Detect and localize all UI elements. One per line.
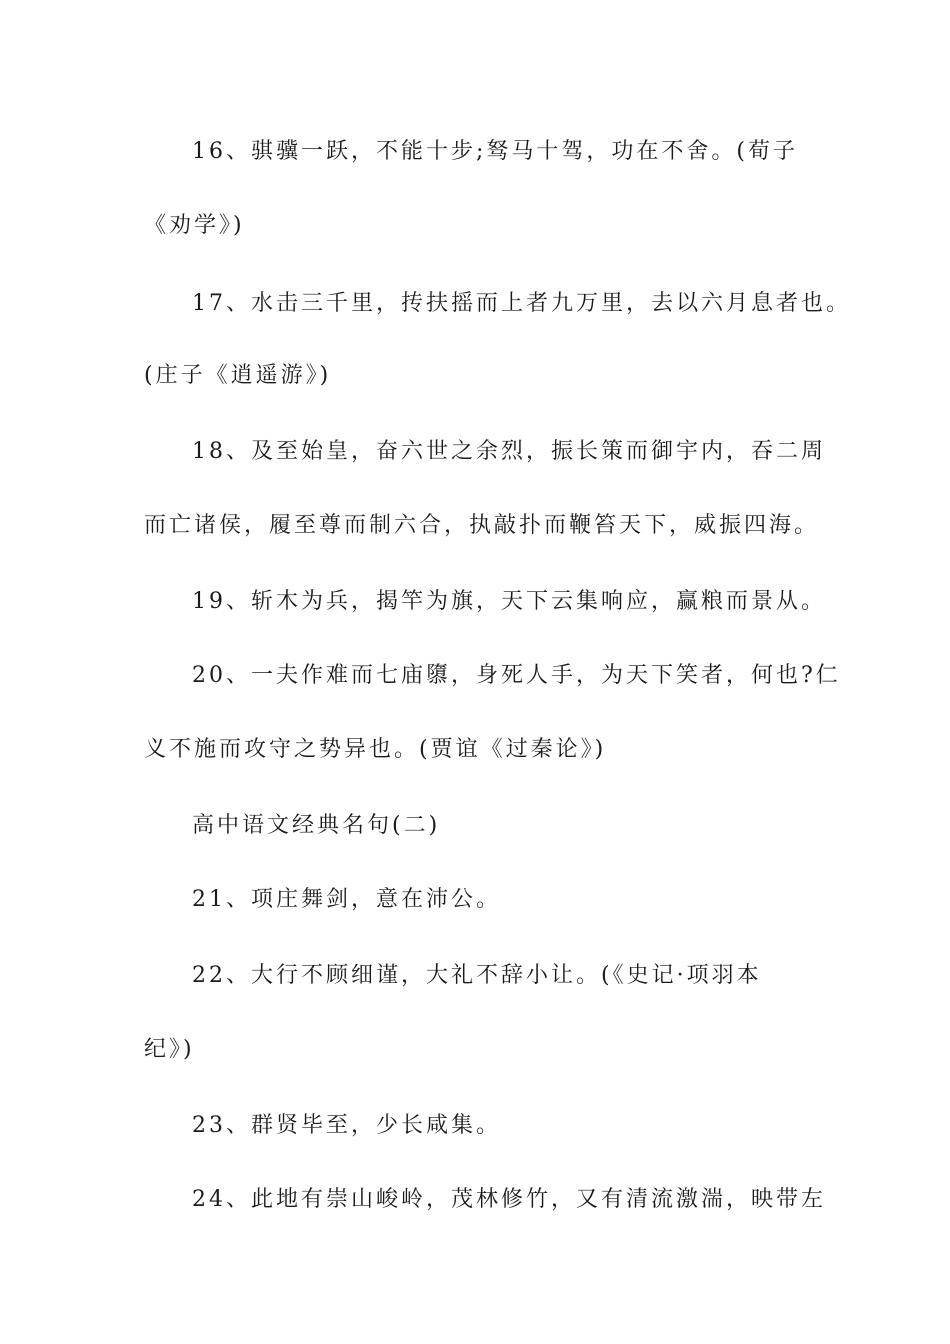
text-line: 16、骐骥一跃，不能十步;驽马十驾，功在不舍。(荀子: [192, 139, 798, 164]
text-line: 19、斩木为兵，揭竿为旗，天下云集响应，赢粮而景从。: [192, 589, 826, 614]
text-line: 义不施而攻守之势异也。(贾谊《过秦论》): [144, 737, 607, 762]
text-line: 《劝学》): [144, 213, 245, 238]
text-line: 纪》): [144, 1037, 195, 1062]
text-line: 23、群贤毕至，少长咸集。: [192, 1113, 501, 1138]
text-line: 18、及至始皇，奋六世之余烈，振长策而御宇内，吞二周: [192, 439, 826, 464]
text-line: 24、此地有崇山峻岭，茂林修竹，又有清流激湍，映带左: [192, 1187, 826, 1212]
text-line: 20、一夫作难而七庙隳，身死人手，为天下笑者，何也?仁: [192, 663, 841, 688]
text-line: (庄子《逍遥游》): [144, 363, 332, 388]
text-line: 22、大行不顾细谨，大礼不辞小让。(《史记·项羽本: [192, 963, 762, 988]
section-heading: 高中语文经典名句(二): [192, 813, 441, 838]
text-line: 17、水击三千里，抟扶摇而上者九万里，去以六月息者也。: [192, 291, 851, 316]
text-line: 21、项庄舞剑，意在沛公。: [192, 887, 501, 912]
text-line: 而亡诸侯，履至尊而制六合，执敲扑而鞭笞天下，威振四海。: [144, 513, 820, 538]
